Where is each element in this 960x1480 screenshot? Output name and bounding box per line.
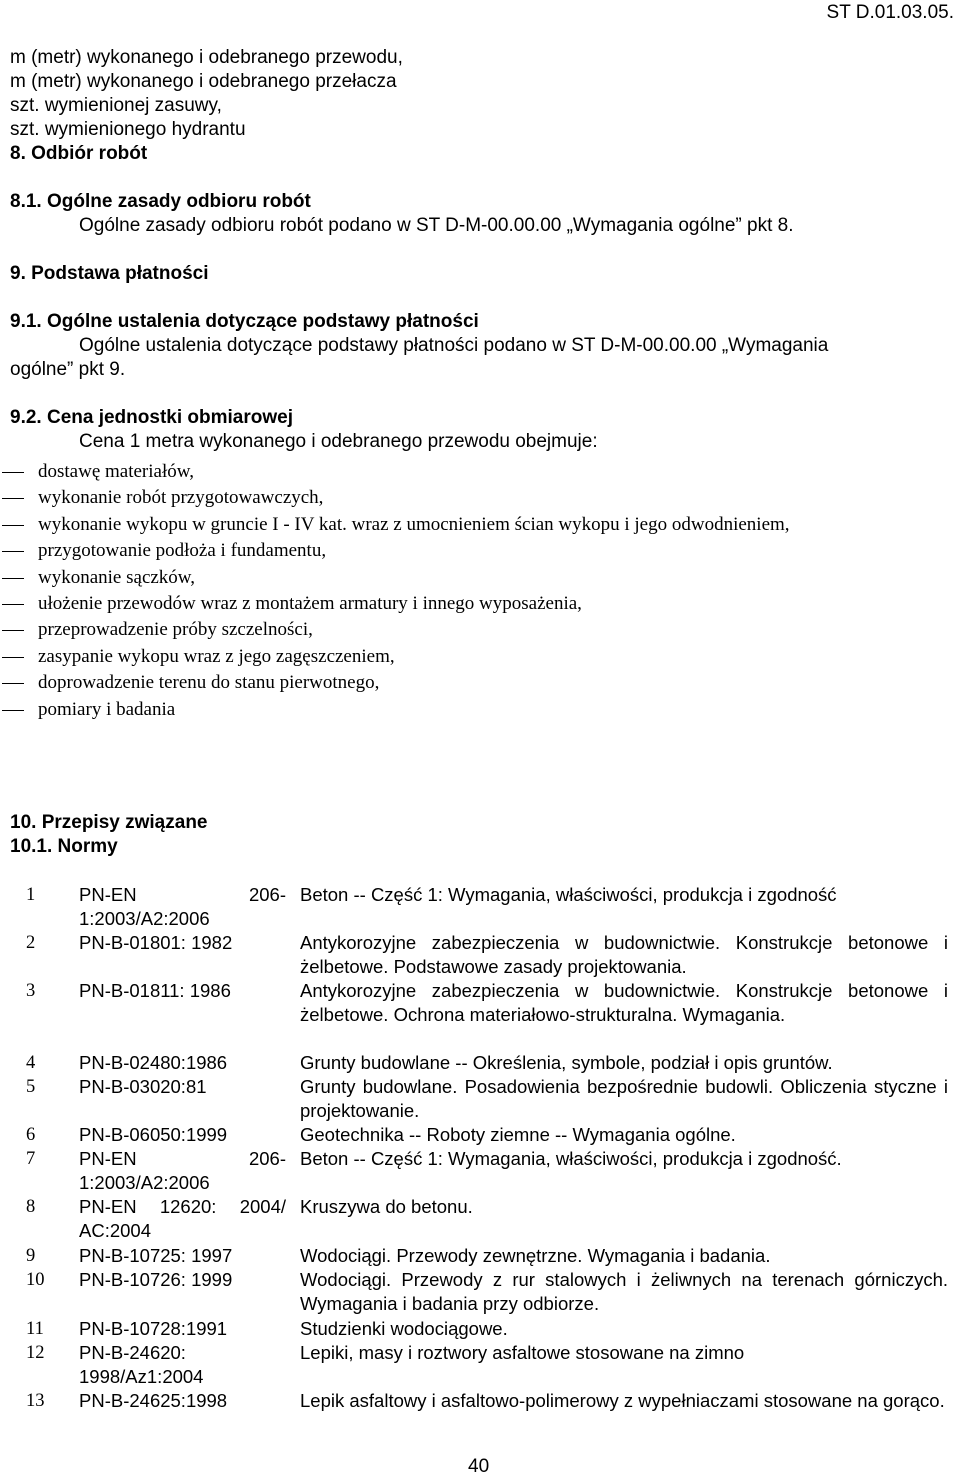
dash-bullet xyxy=(2,683,24,684)
section-8-1-heading: 8.1. Ogólne zasady odbioru robót xyxy=(10,191,311,212)
norm-code-line: 1:2003/A2:2006 xyxy=(79,908,210,929)
norm-code xyxy=(79,1268,286,1292)
section-9-2-heading: 9.2. Cena jednostki obmiarowej xyxy=(10,407,293,428)
norm-description: Geotechnika -- Roboty ziemne -- Wymagania ogólne. xyxy=(300,1124,736,1145)
norm-code xyxy=(79,1123,286,1147)
dash-bullet xyxy=(2,710,24,711)
list-item-text: ułożenie przewodów wraz z montażem armatury i innego wyposażenia, xyxy=(38,592,582,614)
norm-number: 12 xyxy=(26,1343,45,1363)
norm-description: Beton -- Część 1: Wymagania, właściwości, produkcja i zgodność. xyxy=(300,1148,842,1169)
norm-code xyxy=(79,1244,286,1268)
norm-code-line: PN-EN 206- xyxy=(79,1148,286,1169)
dash-bullet xyxy=(2,525,24,526)
dash-bullet xyxy=(2,630,24,631)
norm-code xyxy=(79,1389,286,1413)
unit-line: m (metr) wykonanego i odebranego przewodu, xyxy=(10,47,403,68)
norm-code xyxy=(79,1317,286,1341)
dash-bullet xyxy=(2,472,24,473)
norm-code-line: PN-B-24625:1998 xyxy=(79,1390,228,1411)
section-10-heading: 10. Przepisy związane xyxy=(10,812,208,833)
norm-description: Grunty budowlane -- Określenia, symbole, podział i opis gruntów. xyxy=(300,1052,833,1073)
norm-code-line: PN-B-01801: 1982 xyxy=(79,932,233,953)
unit-line: szt. wymienionego hydrantu xyxy=(10,119,246,140)
norm-number: 10 xyxy=(26,1270,45,1290)
unit-line: szt. wymienionej zasuwy, xyxy=(10,95,222,116)
list-item-text: zasypanie wykopu wraz z jego zagęszczeniem, xyxy=(38,645,395,667)
norm-code xyxy=(79,1051,286,1075)
norm-code-line: 1998/Az1:2004 xyxy=(79,1366,204,1387)
norm-code-line: PN-B-10728:1991 xyxy=(79,1318,228,1339)
list-item-text: wykonanie wykopu w gruncie I - IV kat. wraz z umocnieniem ścian wykopu i jego odwodnieniem, xyxy=(38,513,790,535)
norm-code-line: PN-B-03020:81 xyxy=(79,1076,207,1097)
section-9-1-text-cont: ogólne” pkt 9. xyxy=(10,359,126,380)
list-item-text: dostawę materiałów, xyxy=(38,461,194,482)
norm-description: Wodociągi. Przewody zewnętrzne. Wymagania i badania. xyxy=(300,1245,771,1266)
list-item-text: przygotowanie podłoża i fundamentu, xyxy=(38,540,327,562)
norm-number: 8 xyxy=(26,1197,36,1217)
norm-code xyxy=(79,1075,286,1099)
norm-code-line: PN-B-24620: xyxy=(79,1342,186,1363)
norm-number: 5 xyxy=(26,1077,36,1097)
norm-code xyxy=(79,1341,286,1389)
norm-code xyxy=(79,979,286,1003)
section-8-1-text: Ogólne zasady odbioru robót podano w ST D-M-00.00.00 „Wymagania ogólne” pkt 8. xyxy=(79,215,794,236)
norm-code-line: PN-B-01811: 1986 xyxy=(79,980,231,1001)
norm-number: 3 xyxy=(26,981,36,1001)
norm-code-line: PN-B-10726: 1999 xyxy=(79,1269,233,1290)
norm-description: Lepik asfaltowy i asfaltowo-polimerowy z wypełniaczami stosowane na gorąco. xyxy=(300,1390,945,1411)
section-9-2-intro: Cena 1 metra wykonanego i odebranego przewodu obejmuje: xyxy=(79,431,598,452)
list-item-text: wykonanie robót przygotowawczych, xyxy=(38,487,324,509)
dash-bullet xyxy=(2,578,24,579)
norm-number: 9 xyxy=(26,1246,36,1266)
section-10-1-heading: 10.1. Normy xyxy=(10,836,118,857)
norm-description: Kruszywa do betonu. xyxy=(300,1196,473,1217)
list-item-text: doprowadzenie terenu do stanu pierwotnego, xyxy=(38,672,380,694)
norm-code-line: PN-EN 12620: 2004/ xyxy=(79,1196,286,1217)
dash-bullet xyxy=(2,604,24,605)
unit-line: m (metr) wykonanego i odebranego przełacza xyxy=(10,71,397,92)
list-item-text: przeprowadzenie próby szczelności, xyxy=(38,619,313,641)
norm-description: Antykorozyjne zabezpieczenia w budownictwie. Konstrukcje betonowe i żelbetowe. Podstawowe zasady projektowania. xyxy=(300,932,948,977)
norm-description: Studzienki wodociągowe. xyxy=(300,1318,508,1339)
list-item-text: wykonanie sączków, xyxy=(38,566,196,588)
norm-number: 11 xyxy=(26,1319,44,1339)
norm-code xyxy=(79,1195,286,1243)
list-item-text: pomiary i badania xyxy=(38,698,176,720)
norm-description: Wodociągi. Przewody z rur stalowych i żeliwnych na terenach górniczych. Wymagania i badania przy odbiorze. xyxy=(300,1269,948,1314)
norm-number: 7 xyxy=(26,1149,36,1169)
dash-bullet xyxy=(2,498,24,499)
section-9-1-heading: 9.1. Ogólne ustalenia dotyczące podstawy płatności xyxy=(10,311,479,332)
page-number: 40 xyxy=(468,1456,490,1477)
norm-description: Antykorozyjne zabezpieczenia w budownictwie. Konstrukcje betonowe i żelbetowe. Ochrona materiałowo-strukturalna. Wymagania. xyxy=(300,980,948,1025)
norm-code xyxy=(79,883,286,931)
dash-bullet xyxy=(2,551,24,552)
section-9-1-text: Ogólne ustalenia dotyczące podstawy płatności podano w ST D-M-00.00.00 „Wymagania xyxy=(79,335,829,356)
section-9-heading: 9. Podstawa płatności xyxy=(10,263,209,284)
section-8-heading: 8. Odbiór robót xyxy=(10,143,148,164)
norm-number: 4 xyxy=(26,1053,36,1073)
document-code: ST D.01.03.05. xyxy=(826,2,954,23)
norm-number: 1 xyxy=(26,885,36,905)
norm-number: 13 xyxy=(26,1391,45,1411)
norm-code-line: PN-B-02480:1986 xyxy=(79,1052,228,1073)
norm-code-line: AC:2004 xyxy=(79,1220,151,1241)
norm-code-line: 1:2003/A2:2006 xyxy=(79,1172,210,1193)
norm-code xyxy=(79,931,286,955)
norm-description: Lepiki, masy i roztwory asfaltowe stosowane na zimno xyxy=(300,1342,745,1363)
norm-description: Beton -- Część 1: Wymagania, właściwości, produkcja i zgodność xyxy=(300,884,837,905)
norm-description: Grunty budowlane. Posadowienia bezpośrednie budowli. Obliczenia styczne i projektowanie. xyxy=(300,1076,948,1121)
dash-bullet xyxy=(2,657,24,658)
norm-number: 6 xyxy=(26,1125,36,1145)
norm-code-line: PN-EN 206- xyxy=(79,884,286,905)
norm-code-line: PN-B-06050:1999 xyxy=(79,1124,228,1145)
norm-code xyxy=(79,1147,286,1195)
norm-number: 2 xyxy=(26,933,36,953)
norm-code-line: PN-B-10725: 1997 xyxy=(79,1245,233,1266)
